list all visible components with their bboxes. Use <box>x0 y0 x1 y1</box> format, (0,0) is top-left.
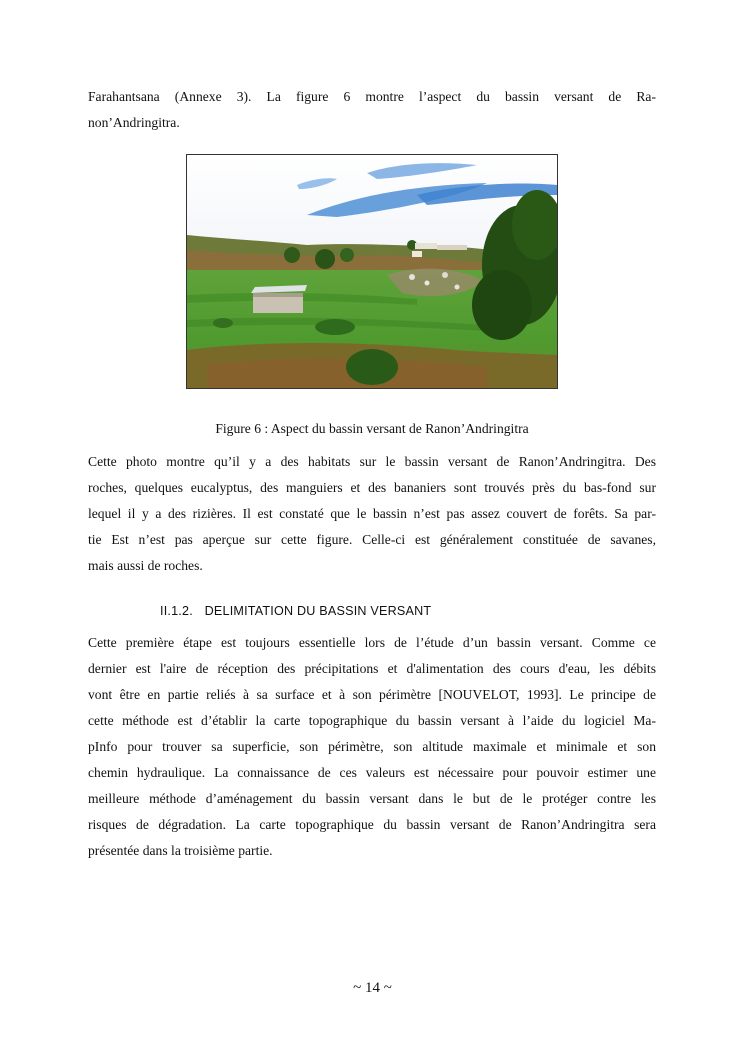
photo-description-paragraph <box>88 449 656 579</box>
text-line: chemin hydraulique. La connaissance de ces valeurs est nécessaire pour pouvoir estimer une <box>88 765 656 780</box>
text-line: lequel il y a des rizières. Il est constaté que le bassin n’est pas assez couvert de forêts. Sa par- <box>88 506 656 521</box>
text-line: Cette photo montre qu’il y a des habitats sur le bassin versant de Ranon’Andringitra. Des <box>88 454 656 469</box>
text-line: Cette première étape est toujours essentielle lors de l’étude d’un bassin versant. Comme ce <box>88 635 656 650</box>
text-line: Farahantsana (Annexe 3). La figure 6 montre l’aspect du bassin versant de Ra- <box>88 89 656 104</box>
text-line: roches, quelques eucalyptus, des manguiers et des bananiers sont trouvés près du bas-fond sur <box>88 480 656 495</box>
intro-paragraph <box>88 84 656 136</box>
text-line: meilleure méthode d’aménagement du bassin versant dans le but de le protéger contre les <box>88 791 656 806</box>
landscape-photo <box>186 154 558 389</box>
text-line: non’Andringitra. <box>88 115 180 130</box>
text-line: risques de dégradation. La carte topographique du bassin versant de Ranon’Andringitra sera <box>88 817 656 832</box>
text-line: tie Est n’est pas aperçue sur cette figure. Celle-ci est généralement constituée de savanes, <box>88 532 656 547</box>
text-line: mais aussi de roches. <box>88 558 203 573</box>
text-line: dernier est l'aire de réception des précipitations et d'alimentation des cours d'eau, les débits <box>88 661 656 676</box>
page-number: ~ 14 ~ <box>353 980 392 996</box>
text-line: présentée dans la troisième partie. <box>88 843 273 858</box>
section-heading <box>160 600 431 622</box>
text-line: pInfo pour trouver sa superficie, son périmètre, son altitude maximale et minimale et son <box>88 739 656 754</box>
section-title: DELIMITATION DU BASSIN VERSANT <box>204 604 432 618</box>
delimitation-paragraph <box>88 630 656 864</box>
section-number: II.1.2. <box>160 604 193 618</box>
text-line: vont être en partie reliés à sa surface et à son périmètre [NOUVELOT, 1993]. Le principe de <box>88 687 656 702</box>
figure-caption: Figure 6 : Aspect du bassin versant de Ranon’Andringitra <box>215 421 529 436</box>
text-line: cette méthode est d’établir la carte topographique du bassin versant à l’aide du logiciel Ma- <box>88 713 656 728</box>
